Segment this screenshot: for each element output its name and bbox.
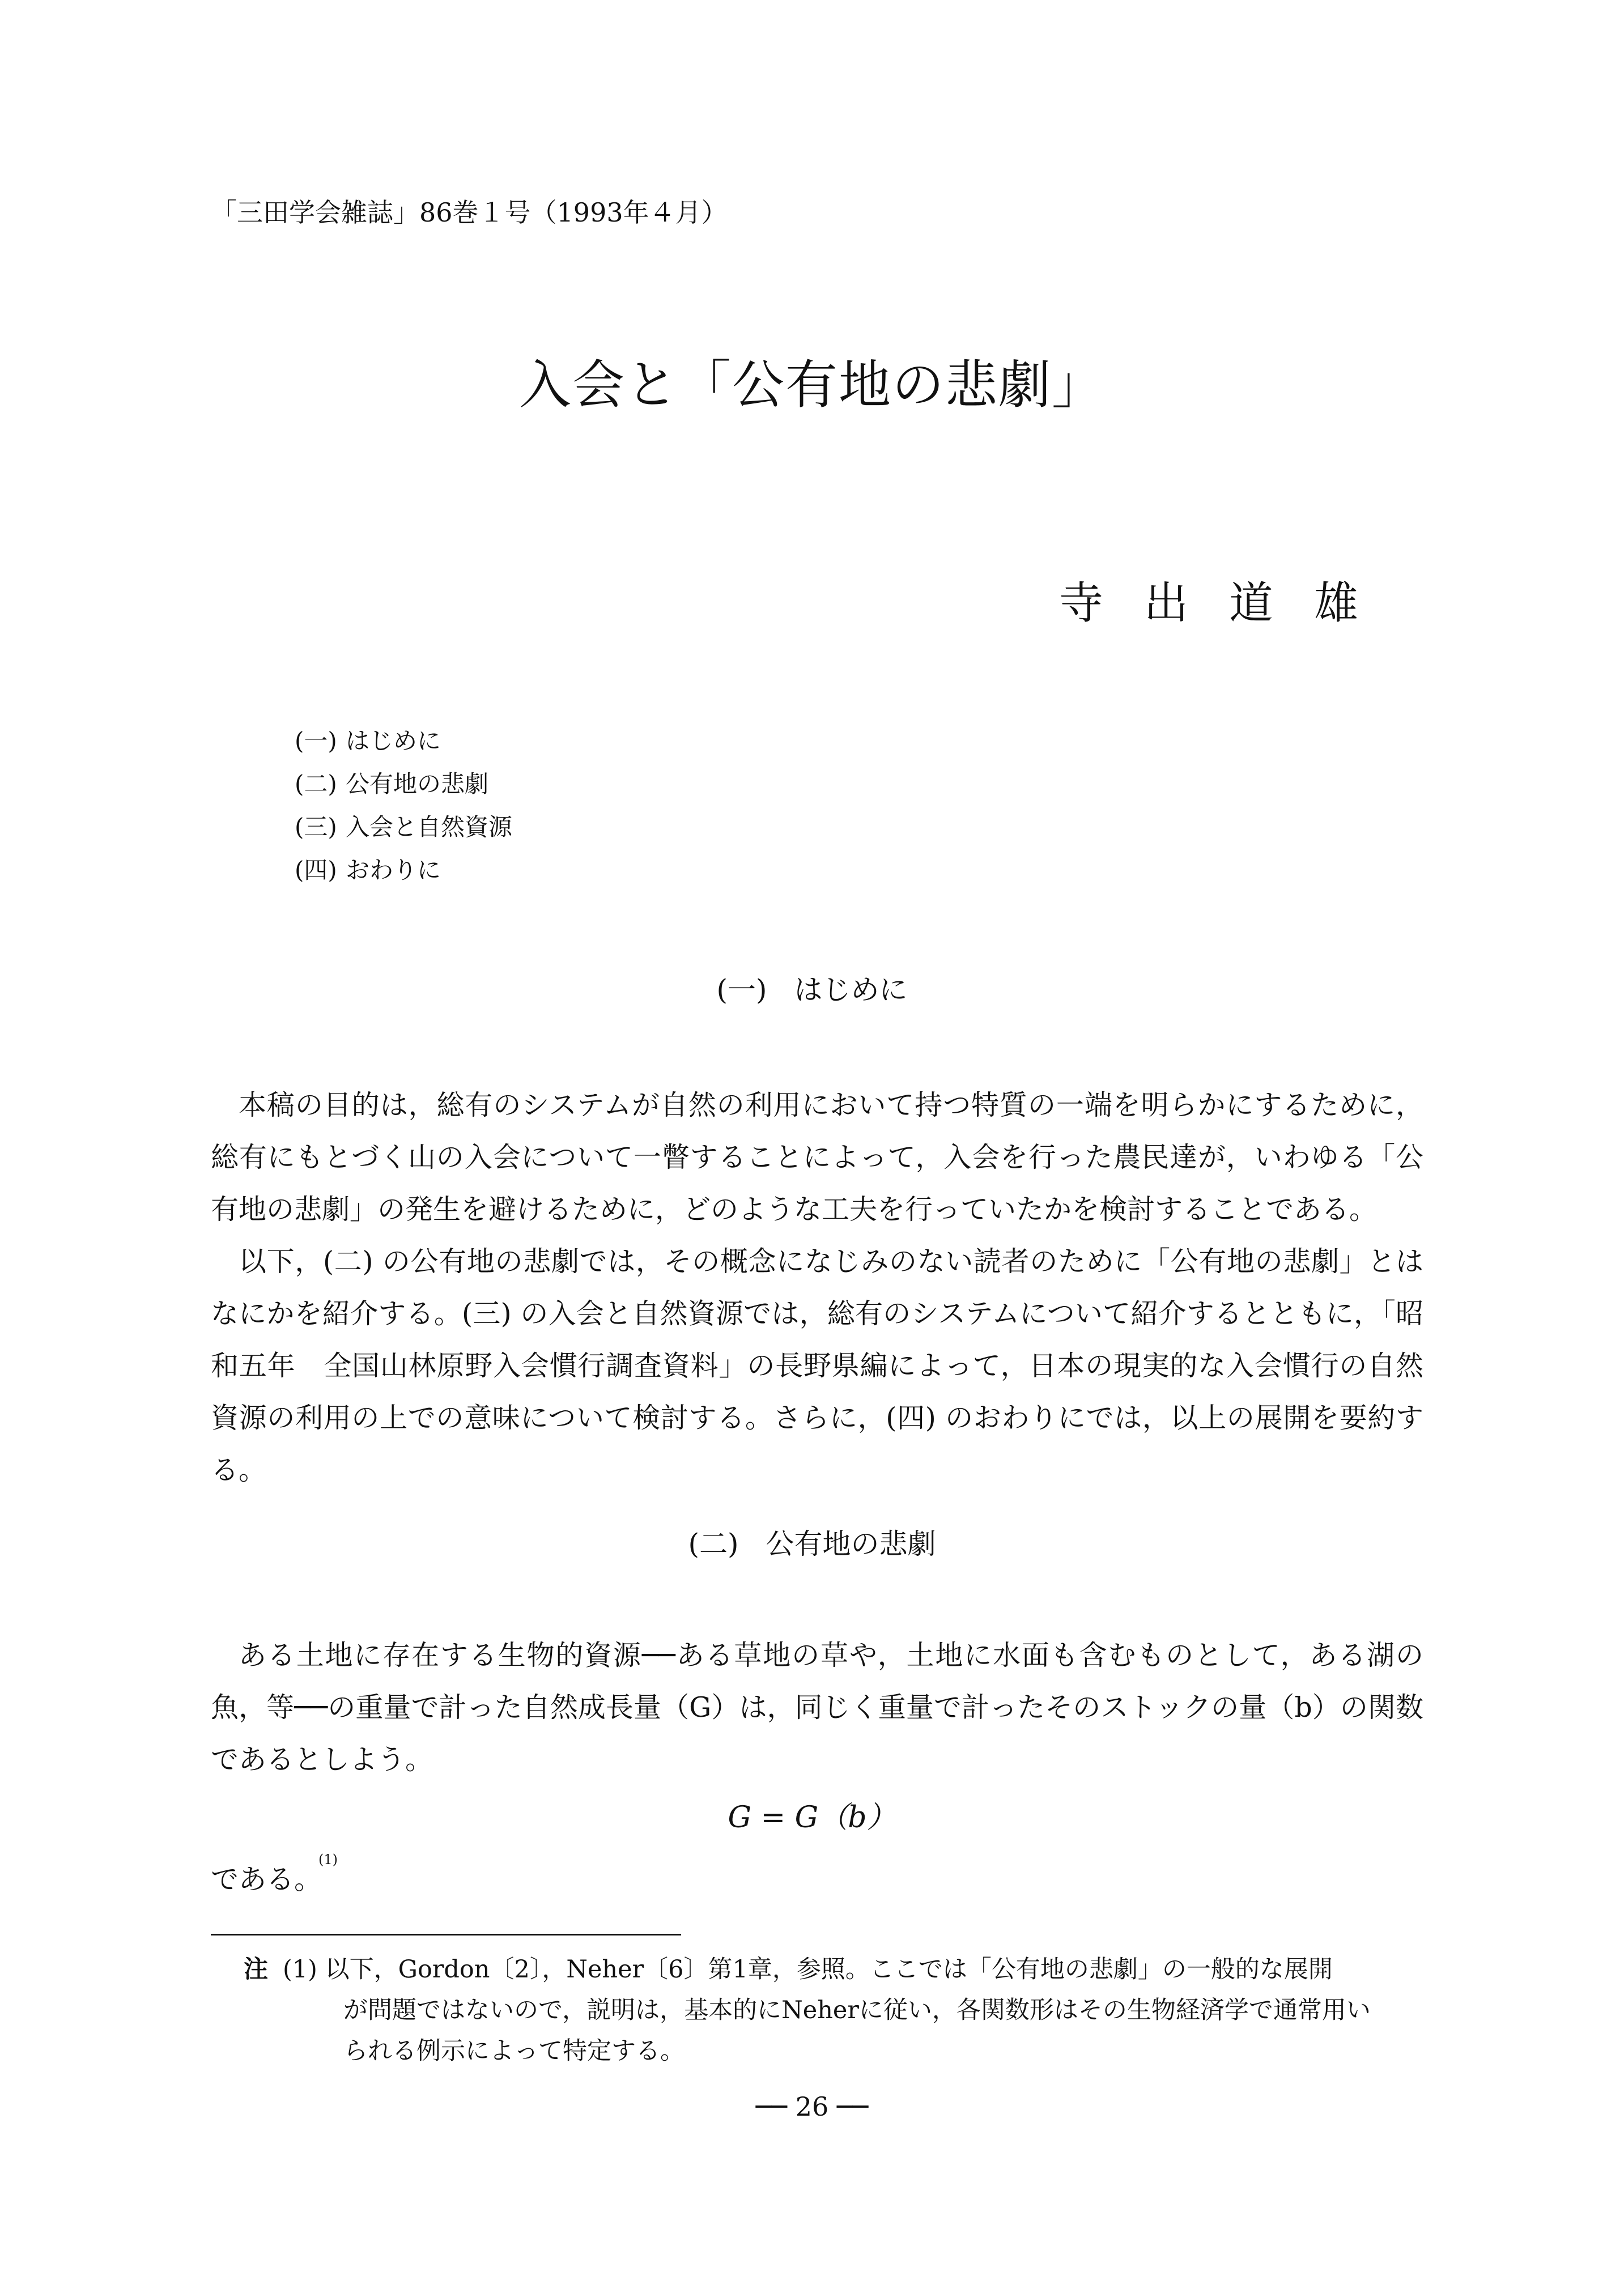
footnote-mark: 注	[244, 1955, 268, 1984]
page-number: ── 26 ──	[755, 2091, 869, 2122]
toc-item-number: (四)	[295, 856, 337, 884]
paragraph: 以下，(二) の公有地の悲劇では，その概念になじみのない読者のために「公有地の悲劇」とはなにかを紹介する。(三) の入会と自然資源では，総有のシステムについて紹介するとともに，「昭和五年 全国山林原野入会慣行調査資料」の長野県編によって，日本の現実的な入会慣行の自然資源の利用の上での意味について検討する。さらに，(四) のおわりにでは，以上の展開を要約する。	[211, 1245, 1423, 1486]
toc-item-label: おわりに	[346, 856, 441, 884]
author-char: 出	[1143, 578, 1188, 629]
equation-lhs: G	[728, 1801, 752, 1835]
toc-item-number: (三)	[295, 813, 337, 841]
footnote-text: 以下，Gordon〔2〕，Neher〔6〕第1章，参照。ここでは「公有地の悲劇」の一般的な展開	[325, 1955, 1333, 1984]
paragraph: ある土地に存在する生物的資源──ある草地の草や，土地に水面も含むものとして，ある湖の魚，等──の重量で計った自然成長量（G）は，同じく重量で計ったそのストックの量（b）の関数であるとしよう。	[211, 1639, 1423, 1776]
equation-rhs: G（b）	[794, 1801, 896, 1835]
post-equation-phrase: である。	[211, 1863, 322, 1896]
footnote-text: が問題ではないので，説明は，基本的にNeherに従い，各関数形はその生物経済学で通常用い	[343, 1996, 1371, 2024]
equation	[0, 1795, 1624, 1840]
footnote-first-line	[244, 1949, 1423, 1990]
toc-item-number: (一)	[295, 727, 337, 755]
paragraph: 本稿の目的は，総有のシステムが自然の利用において持つ特質の一端を明らかにするために，総有にもとづく山の入会について一瞥することによって，入会を行った農民達が，いわゆる「公有地の悲劇」の発生を避けるために，どのような工夫を行っていたかを検討することである。	[211, 1089, 1423, 1226]
toc-item-label: 入会と自然資源	[346, 813, 513, 841]
author-char: 道	[1228, 578, 1273, 629]
equation-equals: =	[760, 1801, 786, 1835]
footnote	[244, 1949, 1423, 2071]
footnote-text: られる例示によって特定する。	[343, 2037, 685, 2065]
author-name	[1023, 572, 1363, 635]
footnote-label: (1)	[283, 1955, 317, 1984]
section-title: 公有地の悲劇	[766, 1528, 936, 1560]
article-title: 入会と「公有地の悲劇」	[518, 355, 1105, 415]
section-heading-tragedy-of-commons	[0, 1524, 1624, 1564]
section-body-introduction	[211, 1079, 1423, 1496]
section-number: (一)	[716, 973, 767, 1006]
toc-item	[295, 849, 512, 892]
journal-header: 「三田学会雑誌」86巻１号（1993年４月）	[211, 197, 728, 228]
toc-item-number: (二)	[295, 770, 337, 798]
toc-item	[295, 806, 512, 849]
author-char: 雄	[1313, 578, 1358, 629]
toc-item-label: 公有地の悲劇	[346, 770, 489, 798]
post-equation-text	[211, 1852, 338, 1902]
toc-item	[295, 763, 512, 806]
section-title: はじめに	[794, 973, 908, 1006]
toc-item-label: はじめに	[346, 727, 441, 755]
section-number: (二)	[688, 1528, 739, 1560]
footnote-reference: (1)	[318, 1852, 338, 1867]
footnote-divider	[211, 1934, 681, 1935]
author-char: 寺	[1058, 578, 1103, 629]
section-heading-introduction	[0, 970, 1624, 1010]
table-of-contents	[295, 720, 512, 892]
toc-item	[295, 720, 512, 763]
section-body-tragedy-of-commons	[211, 1630, 1423, 1786]
